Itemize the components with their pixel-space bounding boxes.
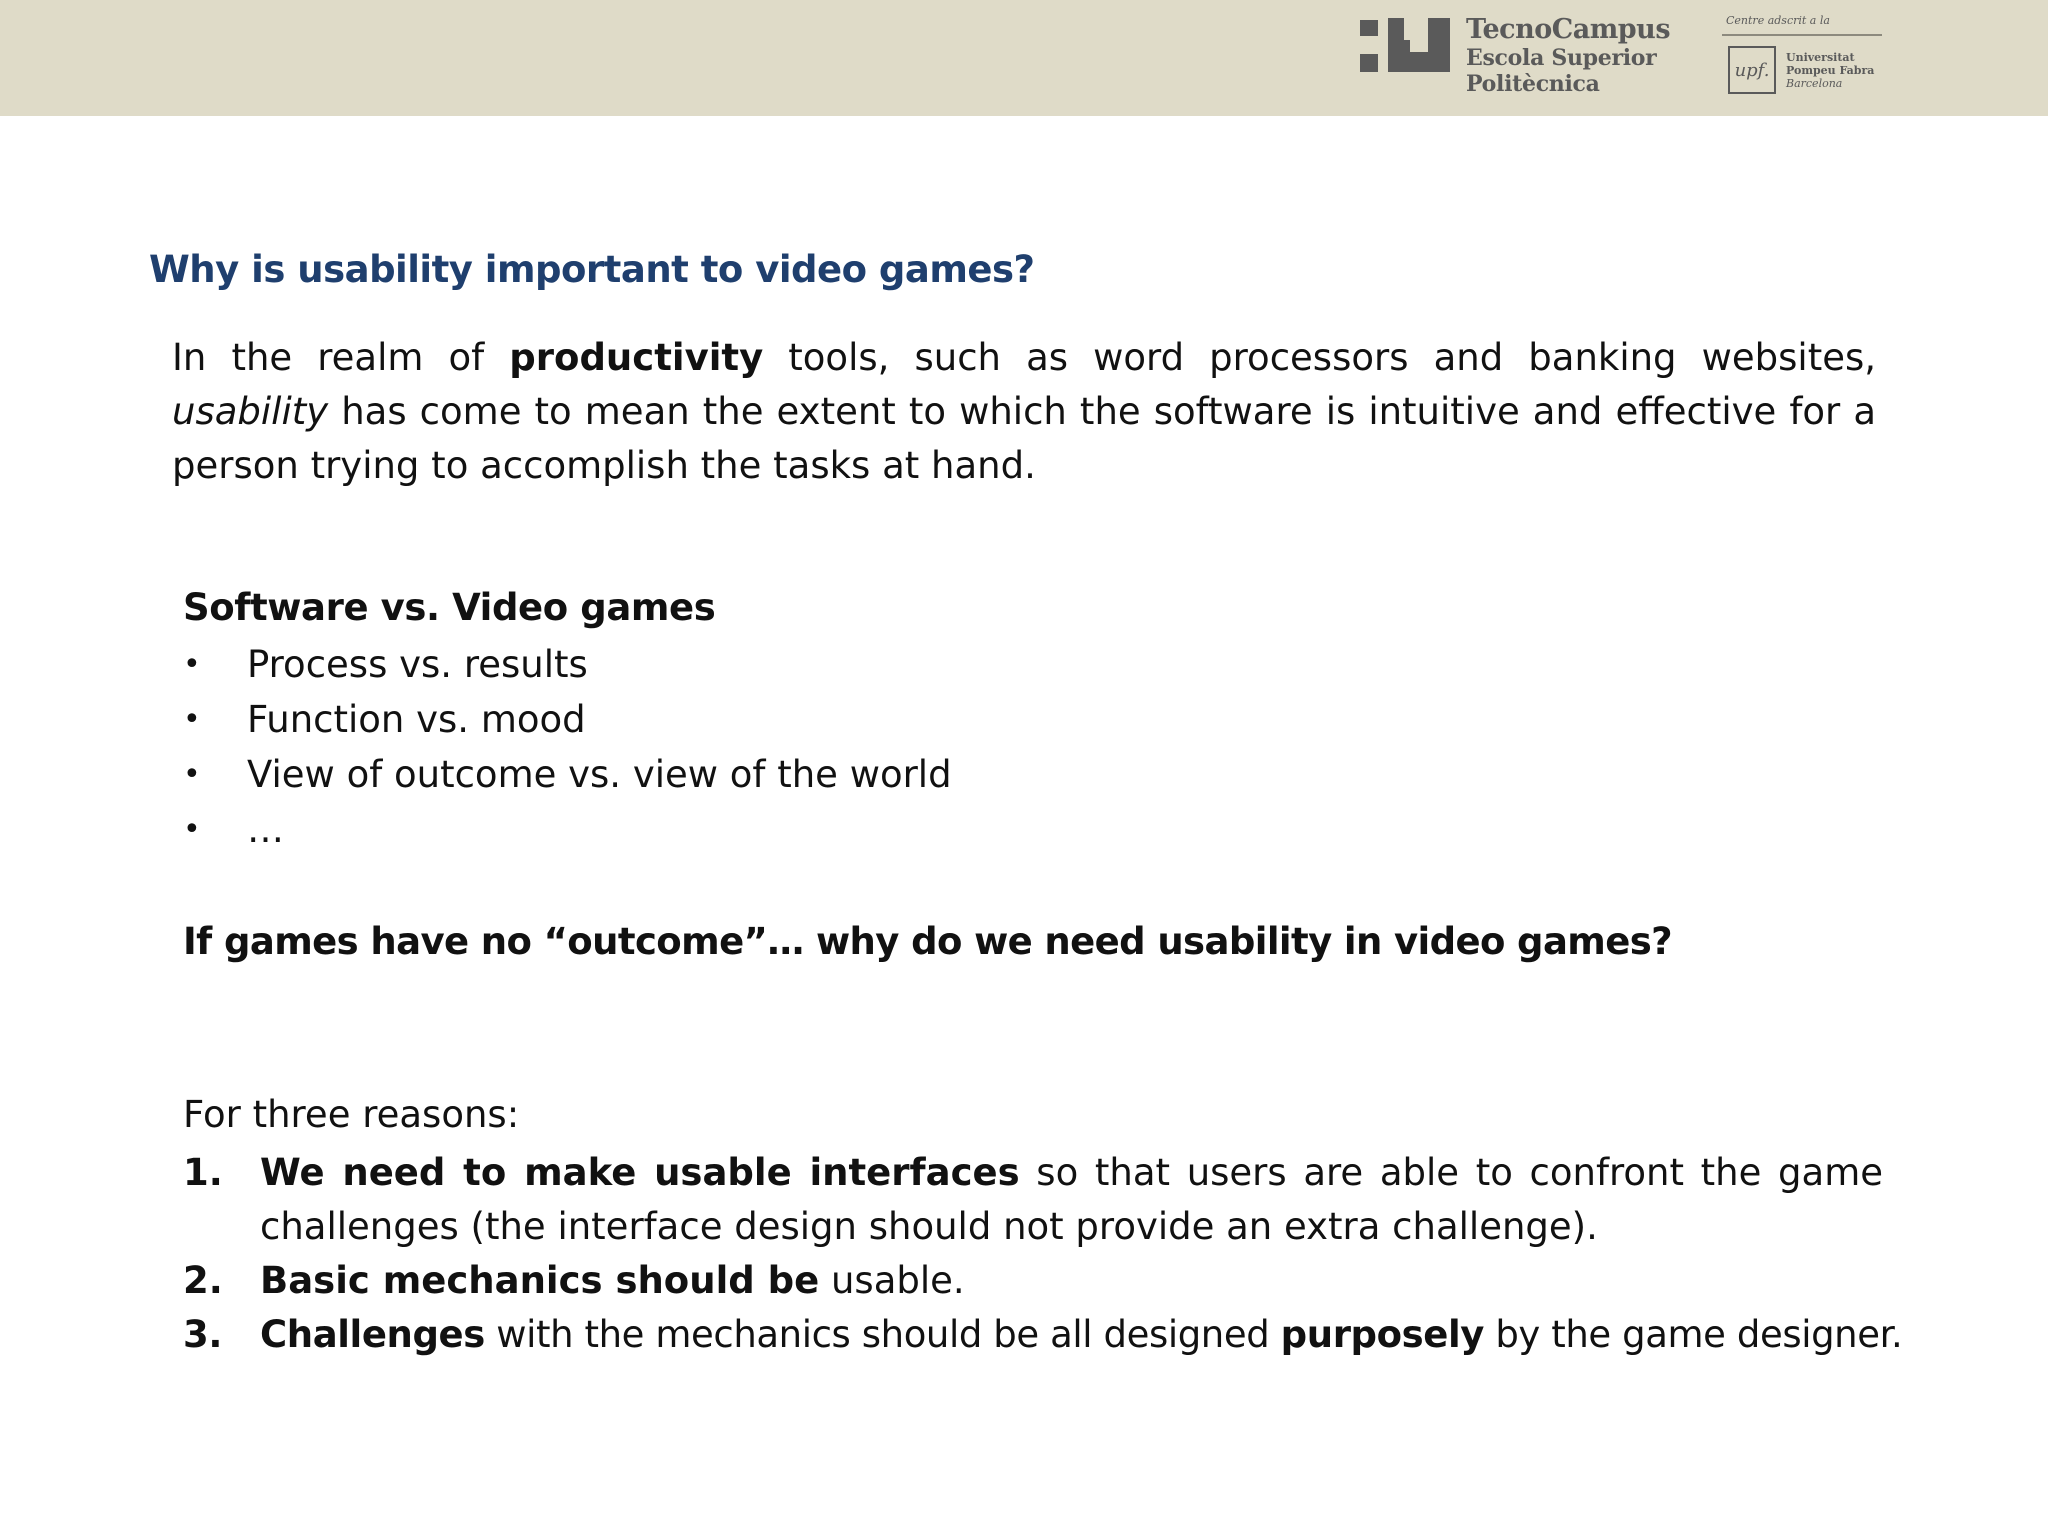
reason-item <box>183 1146 1883 1254</box>
bullet-icon: • <box>183 647 201 682</box>
reason-number: 2. <box>183 1259 223 1302</box>
tecnocampus-wordmark <box>1466 16 1670 95</box>
bullet-icon: • <box>183 757 201 792</box>
intro-text-1: In the realm of <box>172 336 510 379</box>
comparison-heading: Software vs. Video games <box>183 586 716 629</box>
upf-caption: Centre adscrit a la <box>1726 14 1830 27</box>
intro-bold-productivity: productivity <box>509 336 764 379</box>
tecnocampus-logo-icon <box>1360 18 1452 76</box>
upf-name-line1: Universitat <box>1786 51 1855 64</box>
intro-paragraph <box>172 331 1876 493</box>
reason-item <box>183 1254 1883 1308</box>
reason-bold: Basic mechanics should be <box>260 1259 820 1302</box>
reason-text: usable. <box>819 1259 965 1302</box>
upf-name-line3: Barcelona <box>1786 77 1843 90</box>
reason-number: 1. <box>183 1151 223 1194</box>
tecnocampus-school-2: Politècnica <box>1466 71 1600 97</box>
upf-name <box>1786 51 1874 90</box>
upf-mark-icon: upf. <box>1728 46 1776 94</box>
intro-italic-usability: usability <box>172 390 329 433</box>
reason-item <box>183 1308 1903 1362</box>
reason-number: 3. <box>183 1313 223 1356</box>
reason-text: so that users are able to confront the game challenges (the interface design should not provide an extra challenge). <box>260 1151 1883 1248</box>
reason-bold-purposely: purposely <box>1280 1313 1484 1356</box>
upf-logo <box>1722 14 1882 100</box>
list-item-text: Function vs. mood <box>247 698 586 741</box>
reason-text: with the mechanics should be all designed <box>484 1313 1281 1356</box>
intro-text-2: tools, such as word processors and banking websites, <box>763 336 1877 379</box>
list-item-text: View of outcome vs. view of the world <box>247 753 952 796</box>
header-band <box>0 0 2048 116</box>
question-heading: If games have no “outcome”… why do we need usability in video games? <box>183 920 1673 963</box>
upf-divider <box>1722 34 1882 36</box>
reason-bold: Challenges <box>260 1313 485 1356</box>
tecnocampus-school: Escola Superior <box>1466 45 1657 71</box>
tecnocampus-name: TecnoCampus <box>1466 14 1671 45</box>
intro-text-3: has come to mean the extent to which the software is intuitive and effective for a person trying to accomplish the tasks at hand. <box>172 390 1876 487</box>
bullet-icon: • <box>183 702 201 737</box>
slide-title: Why is usability important to video games? <box>149 248 1035 291</box>
upf-name-line2: Pompeu Fabra <box>1786 64 1875 77</box>
reason-text-end: by the game designer. <box>1483 1313 1903 1356</box>
reason-bold: We need to make usable interfaces <box>260 1151 1020 1194</box>
list-item-text: Process vs. results <box>247 643 588 686</box>
list-item-text: … <box>247 808 284 851</box>
bullet-icon: • <box>183 812 201 847</box>
reasons-intro: For three reasons: <box>183 1093 520 1136</box>
reasons-list <box>183 1146 1903 1362</box>
